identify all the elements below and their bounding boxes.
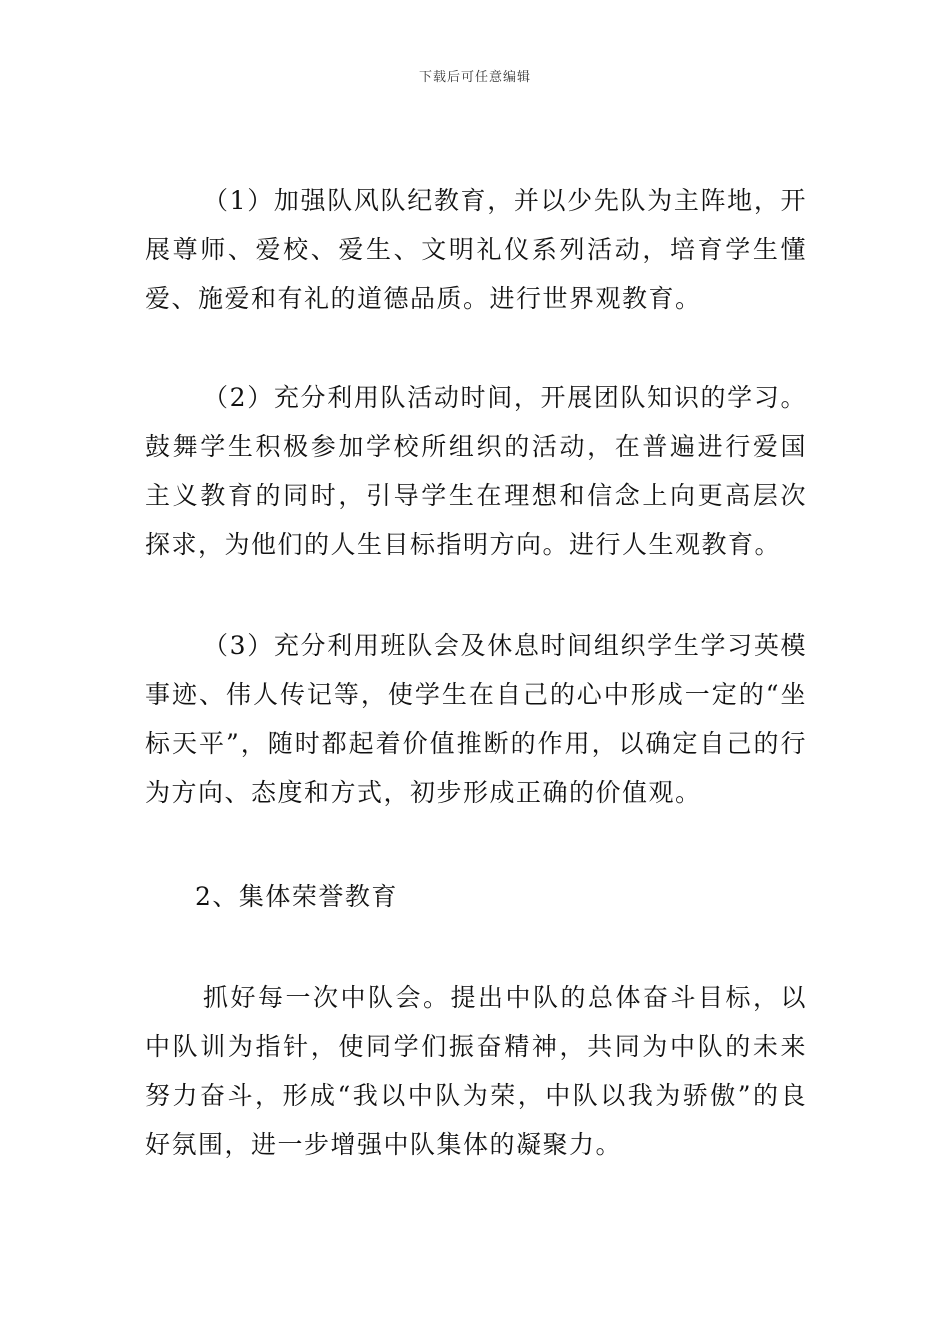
paragraph-3: （3）充分利用班队会及休息时间组织学生学习英模事迹、伟人传记等，使学生在自己的心中形成一定的“坐标天平”，随时都起着价值推断的作用，以确定自己的行为方向、态度和方式，初步形成正确的价值观。 xyxy=(145,631,807,807)
paragraph-2: （2）充分利用队活动时间，开展团队知识的学习。鼓舞学生积极参加学校所组织的活动，在普遍进行爱国主义教育的同时，引导学生在理想和信念上向更高层次探求，为他们的人生目标指明方向。进行人生观教育。 xyxy=(145,383,807,559)
paragraph-1: （1）加强队风队纪教育，并以少先队为主阵地，开展尊师、爱校、爱生、文明礼仪系列活动，培育学生懂爱、施爱和有礼的道德品质。进行世界观教育。 xyxy=(145,186,807,313)
header-note: 下载后可任意编辑 xyxy=(418,70,531,85)
paragraph-4: 抓好每一次中队会。提出中队的总体奋斗目标，以中队训为指针，使同学们振奋精神，共同为中队的未来努力奋斗，形成“我以中队为荣，中队以我为骄傲”的良好氛围，进一步增强中队集体的凝聚力。 xyxy=(145,983,807,1159)
section-heading: 2、集体荣誉教育 xyxy=(195,882,398,911)
